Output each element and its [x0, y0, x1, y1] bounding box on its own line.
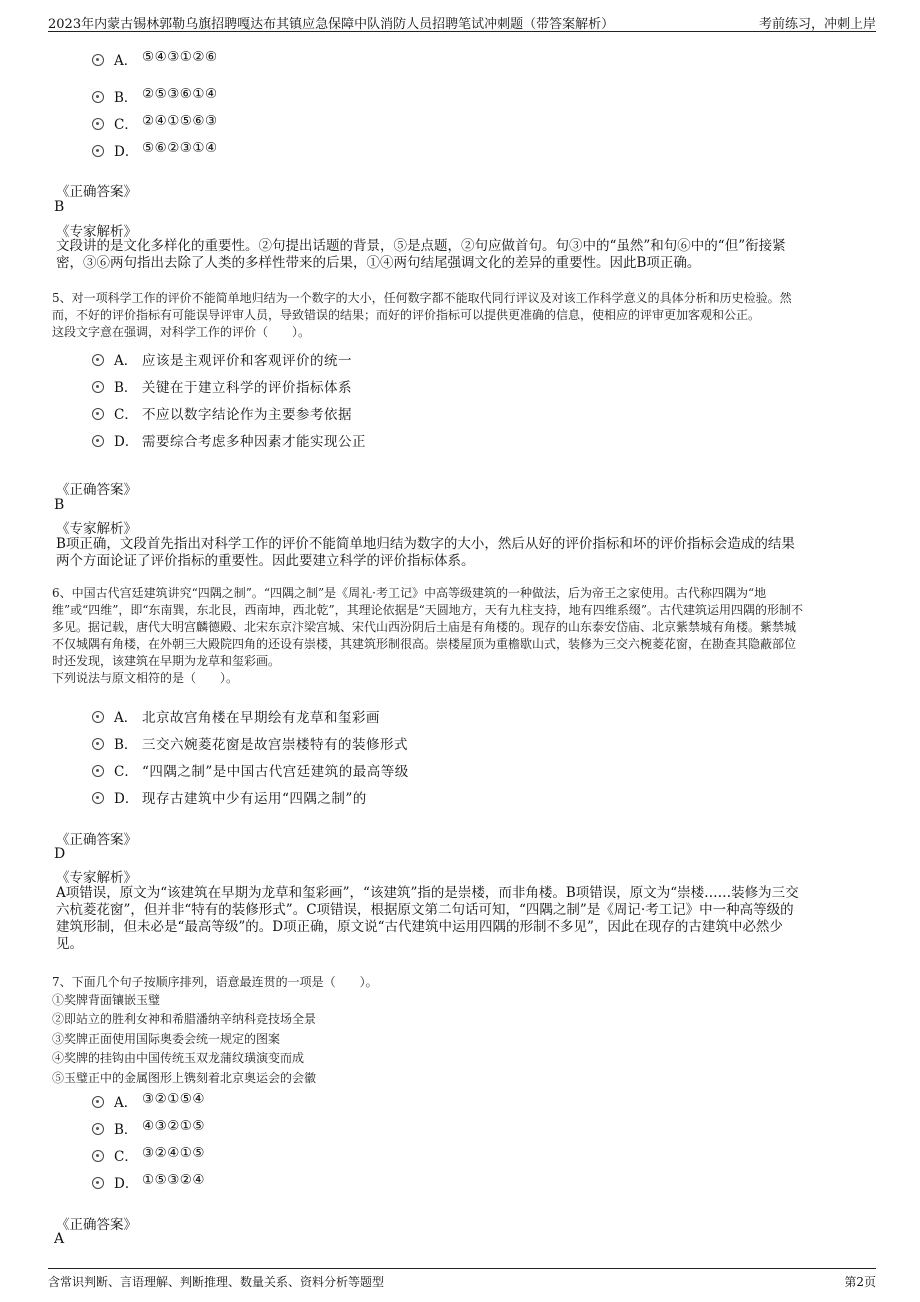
expert-analysis-label: 《专家解析》: [56, 224, 137, 240]
q6-answer: D: [54, 846, 66, 862]
q5-stem: 5、对一项科学工作的评价不能简单地归结为一个数字的大小，任何数字都不能取代同行评议及对该工作科学意义的具体分析和历史检验。然 而，不好的评价指标有可能误导评审人员，导致错误的结果；而好的评价指标可以提供更准确的信息，使相应的评审更加客观和公正。 这段文字意在强调，对科学工作的评价（ ）。: [52, 291, 792, 339]
q5-analysis: B项正确，文段首先指出对科学工作的评价不能简单地归结为数字的大小，然后从好的评价指标和坏的评价指标会造成的结果 两个方面论证了评价指标的重要性。因此要建立科学的评价指标体系。: [56, 536, 795, 569]
q5-answer: B: [54, 497, 65, 513]
q7-sentence-2: ②即站立的胜利女神和希腊潘纳辛纳科竞技场全景: [52, 1012, 317, 1026]
radio-icon[interactable]: [92, 738, 104, 750]
q7-answer: A: [54, 1231, 65, 1247]
q7-sentence-1: ①奖牌背面镶嵌玉璧: [52, 993, 161, 1007]
expert-analysis-label: 《专家解析》: [56, 521, 137, 537]
document-title: 2023年内蒙古锡林郭勒乌旗招聘嘎达布其镇应急保障中队消防人员招聘笔试冲刺题（带答案解析）: [48, 17, 615, 32]
radio-icon[interactable]: [92, 765, 104, 777]
radio-icon[interactable]: [92, 408, 104, 420]
q6-analysis: A项错误，原文为“该建筑在早期为龙草和玺彩画”，“该建筑”指的是崇楼，而非角楼。B项错误，原文为“崇楼……装修为三交 六杭菱花窗”，但并非“特有的装修形式”。C项错误，根据原文第二句话可知，“四隅之制”是《周记·考工记》中一种高等级的 建筑形制，但未必是“最高等级”的。D项正确，原文说“古代建筑中运用四隅的形制不多见”，因此在现存的古建筑中必然少 见。: [56, 885, 799, 952]
q7-sentence-3: ③奖牌正面使用国际奥委会统一规定的图案: [52, 1032, 281, 1046]
radio-icon[interactable]: [92, 1096, 104, 1108]
expert-analysis-label: 《专家解析》: [56, 870, 137, 886]
q7-sentence-4: ④奖牌的挂钩由中国传统玉双龙蒲纹璜演变而成: [52, 1051, 305, 1065]
radio-icon[interactable]: [92, 354, 104, 366]
page-footer: [48, 1268, 876, 1292]
radio-icon[interactable]: [92, 435, 104, 447]
radio-icon[interactable]: [92, 118, 104, 130]
q7-sentence-5: ⑤玉璧正中的金属图形上镌刻着北京奥运会的会徽: [52, 1071, 317, 1085]
radio-icon[interactable]: [92, 381, 104, 393]
radio-icon[interactable]: [92, 1123, 104, 1135]
radio-icon[interactable]: [92, 54, 104, 66]
page-number: 第2页: [844, 1275, 876, 1289]
radio-icon[interactable]: [92, 145, 104, 157]
q7-stem: 7、下面几个句子按顺序排列，语意最连贯的一项是（ ）。: [52, 975, 378, 989]
correct-answer-label: 《正确答案》: [56, 184, 137, 200]
radio-icon[interactable]: [92, 1177, 104, 1189]
footer-topics: 含常识判断、言语理解、判断推理、数量关系、资料分析等题型: [48, 1275, 385, 1289]
radio-icon[interactable]: [92, 91, 104, 103]
q4-answer: B: [54, 199, 65, 215]
page-header: [48, 10, 876, 32]
correct-answer-label: 《正确答案》: [56, 832, 137, 848]
q4-analysis: 文段讲的是文化多样化的重要性。②句提出话题的背景，⑤是点题，②句应做首句。句③中的“虽然”和句⑥中的“但”衔接紧 密，③⑥两句指出去除了人类的多样性带来的后果，①④两句结尾强调文化的差异的重要性。因此B项正确。: [56, 238, 786, 271]
radio-icon[interactable]: [92, 792, 104, 804]
radio-icon[interactable]: [92, 711, 104, 723]
radio-icon[interactable]: [92, 1150, 104, 1162]
correct-answer-label: 《正确答案》: [56, 1217, 137, 1233]
correct-answer-label: 《正确答案》: [56, 482, 137, 498]
header-slogan: 考前练习，冲刺上岸: [758, 17, 876, 32]
q6-stem: 6、中国古代宫廷建筑讲究“四隅之制”。“四隅之制”是《周礼·考工记》中高等级建筑的一种做法，后为帝王之家使用。古代称四隅为“地 维”或“四维”，即“东南巽，东北艮，西南坤，西北乾”，其理论依据是“天圆地方，天有九柱支持，地有四维系缀”。古代建筑运用四隅的形制不 多见。据记载，唐代大明宫麟德殿、北宋东京汴梁宫城、宋代山西汾阴后土庙是有角楼的。现存的山东泰安岱庙、北京紫禁城有角楼。紫禁城 不仅城隅有角楼，在外朝三大殿院四角的还设有崇楼，其建筑形制很高。崇楼屋顶为重檐歇山式，装修为三交六椀菱花窗，在勘查其隐蔽部位 时还发现，该建筑在早期为龙草和玺彩画。 下列说法与原文相符的是（ ）。: [52, 586, 803, 685]
